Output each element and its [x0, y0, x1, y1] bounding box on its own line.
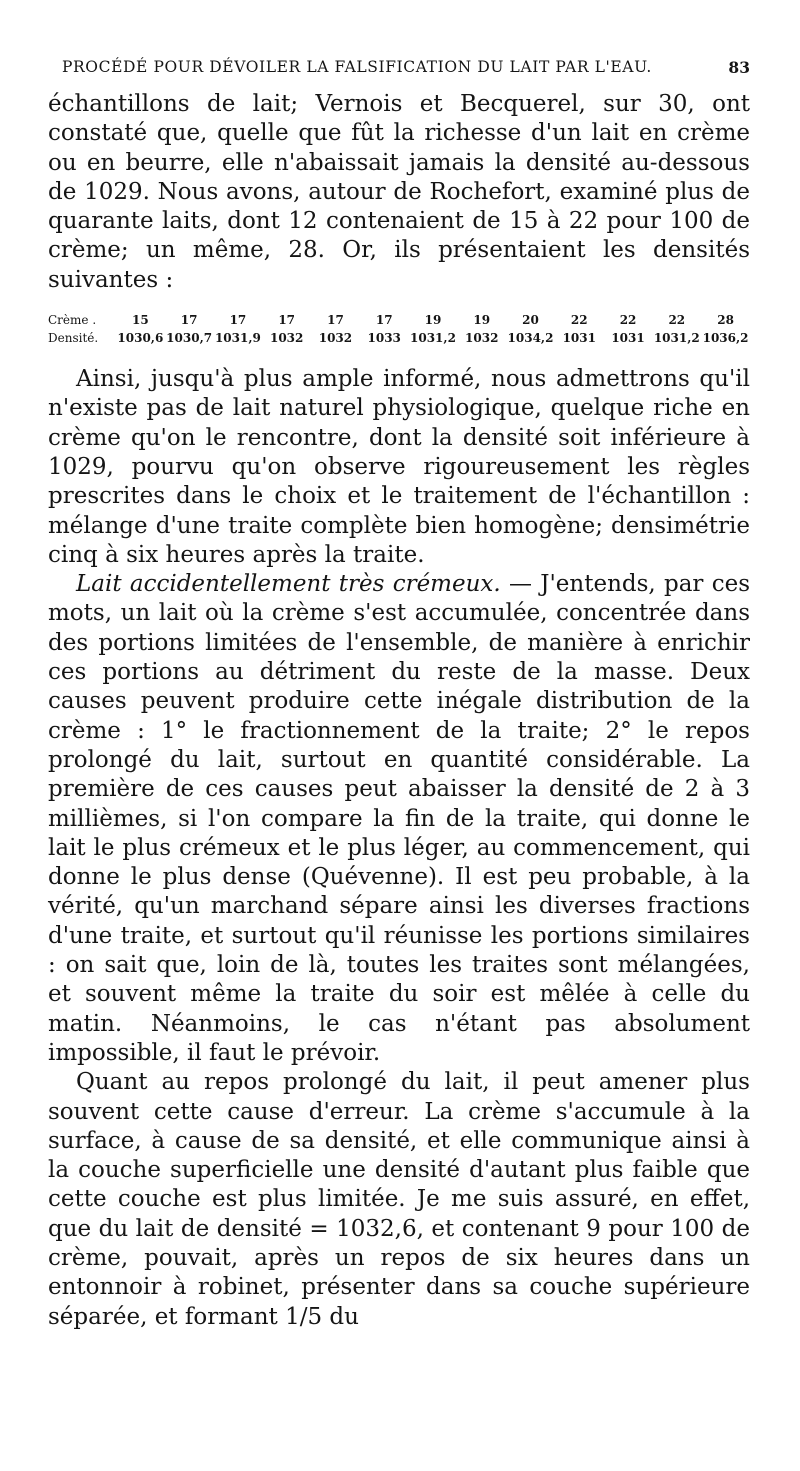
table-cell: 1031	[611, 331, 645, 346]
paragraph-3-text: — J'entends, par ces mots, un lait où la crème s'est accumulée, concentrée dans des portions limitées de l'ensemble, de manière à enrichir ces portions au détriment du reste de la masse. Deux causes peuvent produire cette inégale distribution de la crème : 1° le fractionnement de la traite; 2° le repos prolongé du lait, surtout en quantité considérable. La première de ces causes peut abaisser la densité de 2 à 3 millièmes, si l'on compare la fin de la traite, qui donne le lait le plus crémeux et le plus léger, au commencement, qui donne le plus dense (Quévenne). Il est peu probable, à la vérité, qu'un marchand sépare ainsi les diverses fractions d'une traite, et surtout qu'il réunisse les portions similaires : on sait que, loin de là, toutes les traites sont mélangées, et souvent même la traite du soir est mêlée à celle du matin. Néanmoins, le cas n'étant pas absolument impossible, il faut le prévoir.	[48, 571, 750, 1066]
table-cell: 1031,2	[410, 331, 456, 346]
table-cell: 22	[570, 313, 588, 328]
table-row-creme	[48, 311, 750, 329]
header-title: PROCÉDÉ POUR DÉVOILER LA FALSIFICATION DU LAIT PAR L'EAU.	[62, 58, 652, 76]
paragraph-1: échantillons de lait; Vernois et Becquerel, sur 30, ont constaté que, quelle que fût la richesse d'un lait en crème ou en beurre, elle n'abaissait jamais la densité au-dessous de 1029. Nous avons, autour de Rochefort, examiné plus de quarante laits, dont 12 contenaient de 15 à 22 pour 100 de crème; un même, 28. Or, ils présentaient les densités suivantes :	[48, 91, 750, 293]
table-cell: 1034,2	[507, 331, 554, 346]
section-title: Lait accidentellement très crémeux.	[76, 571, 501, 598]
table-cell: 1032	[465, 331, 499, 346]
running-header	[62, 58, 750, 76]
table-cell: 28	[717, 313, 734, 328]
paragraph-2: Ainsi, jusqu'à plus ample informé, nous admettrons qu'il n'existe pas de lait naturel physiologique, quelque riche en crème qu'on le rencontre, dont la densité soit inférieure à 1029, pourvu qu'on observe rigoureusement les règles prescrites dans le choix et le traitement de l'échantillon : mélange d'une traite complète bien homogène; densimétrie cinq à six heures après la traite.	[48, 366, 750, 568]
table-cell: 1030,6	[117, 331, 164, 346]
row-label-densite: Densité.	[48, 331, 99, 346]
table-cell: 1031,2	[653, 331, 700, 346]
table-row-densite	[48, 329, 750, 347]
table-cell: 19	[424, 313, 442, 328]
paragraph-3	[48, 570, 750, 1068]
table-cell: 1031,9	[214, 331, 261, 346]
body-text	[48, 90, 750, 1332]
table-cell: 22	[619, 313, 637, 328]
row-label-creme: Crème .	[48, 313, 97, 328]
paragraph-4: Quant au repos prolongé du lait, il peut amener plus souvent cette cause d'erreur. La crème s'accumule à la surface, à cause de sa densité, et elle communique ainsi à la couche superficielle une densité d'autant plus faible que cette couche est plus limitée. Je me suis assuré, en effet, que du lait de densité = 1032,6, et contenant 9 pour 100 de crème, pouvait, après un repos de six heures dans un entonnoir à robinet, présenter dans sa couche supérieure séparée, et formant 1/5 du	[48, 1069, 750, 1330]
table-cell: 15	[132, 313, 149, 328]
table-cell: 1031	[562, 331, 596, 346]
table-cell: 17	[375, 313, 393, 328]
density-table	[48, 311, 750, 347]
table-cell: 22	[668, 313, 686, 328]
table-cell: 19	[473, 313, 491, 328]
table-cell: 17	[180, 313, 198, 328]
table-cell: 1030,7	[166, 331, 213, 346]
table-cell: 1032	[269, 331, 304, 346]
table-cell: 17	[278, 313, 296, 328]
table-cell: 1036,2	[702, 331, 749, 346]
table-cell: 20	[522, 313, 539, 328]
table-cell: 17	[229, 313, 247, 328]
page-number: 83	[728, 58, 750, 77]
table-cell: 1033	[367, 331, 401, 346]
table-cell: 17	[327, 313, 344, 328]
table-cell: 1032	[318, 331, 353, 346]
